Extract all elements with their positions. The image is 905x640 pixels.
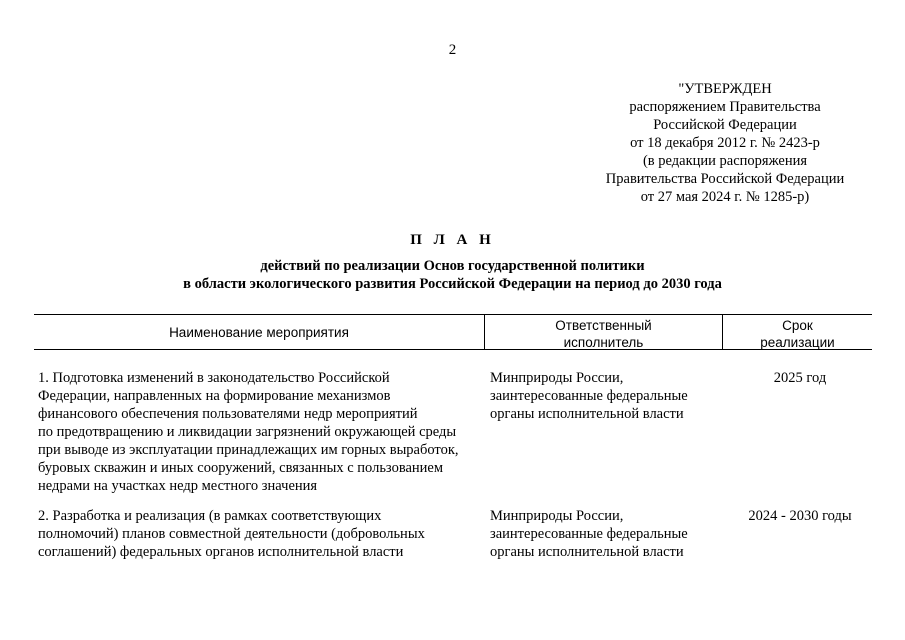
- activity-line: недрами на участках недр местного значения: [38, 478, 318, 494]
- plan-title: П Л А Н: [410, 232, 495, 248]
- executor-line: органы исполнительной власти: [490, 406, 684, 422]
- activity-line: 1. Подготовка изменений в законодательство Российской: [38, 370, 390, 386]
- header-label: Ответственный: [555, 318, 652, 333]
- header-label: реализации: [760, 335, 835, 350]
- deadline-cell: 2024 - 2030 годы: [748, 508, 852, 524]
- header-activity: [34, 324, 484, 341]
- deadline-cell: 2025 год: [773, 370, 827, 386]
- activity-line: при выводе из эксплуатации принадлежащих им горных выработок,: [38, 442, 459, 458]
- activity-line: Федерации, направленных на формирование механизмов: [38, 388, 391, 404]
- executor-line: заинтересованные федеральные: [490, 526, 688, 542]
- activity-cell: [38, 369, 484, 495]
- executor-cell: [490, 507, 720, 561]
- approval-line: от 18 декабря 2012 г. № 2423-р: [630, 135, 820, 151]
- activity-line: по предотвращению и ликвидации загрязнений окружающей среды: [38, 424, 457, 440]
- activity-line: соглашений) федеральных органов исполнительной власти: [38, 544, 404, 560]
- plan-subtitle: [0, 257, 905, 293]
- approval-line: "УТВЕРЖДЕН: [678, 81, 772, 97]
- subtitle-line: действий по реализации Основ государственной политики: [260, 258, 645, 274]
- approval-line: от 27 мая 2024 г. № 1285-р): [640, 189, 810, 205]
- header-deadline: [723, 317, 872, 351]
- table-top-rule: [34, 314, 872, 315]
- activity-line: финансового обеспечения пользователями недр мероприятий: [38, 406, 418, 422]
- activity-cell: [38, 507, 484, 561]
- approval-line: Правительства Российской Федерации: [605, 171, 845, 187]
- activity-line: 2. Разработка и реализация (в рамках соответствующих: [38, 508, 382, 524]
- executor-line: органы исполнительной власти: [490, 544, 684, 560]
- approval-stamp: [600, 80, 850, 206]
- header-label: Наименование мероприятия: [169, 325, 349, 340]
- executor-line: заинтересованные федеральные: [490, 388, 688, 404]
- activity-line: буровых скважин и иных сооружений, связанных с пользованием: [38, 460, 444, 476]
- executor-line: Минприроды России,: [490, 508, 624, 524]
- executor-cell: [490, 369, 720, 423]
- header-executor: [485, 317, 722, 351]
- header-label: исполнитель: [563, 335, 644, 350]
- header-label: Срок: [782, 318, 813, 333]
- approval-line: (в редакции распоряжения: [642, 153, 808, 169]
- subtitle-line: в области экологического развития Российской Федерации на период до 2030 года: [183, 276, 722, 292]
- approval-line: распоряжением Правительства: [629, 99, 821, 115]
- activity-line: полномочий) планов совместной деятельности (добровольных: [38, 526, 425, 542]
- page-number: 2: [448, 42, 457, 58]
- executor-line: Минприроды России,: [490, 370, 624, 386]
- approval-line: Российской Федерации: [653, 117, 797, 133]
